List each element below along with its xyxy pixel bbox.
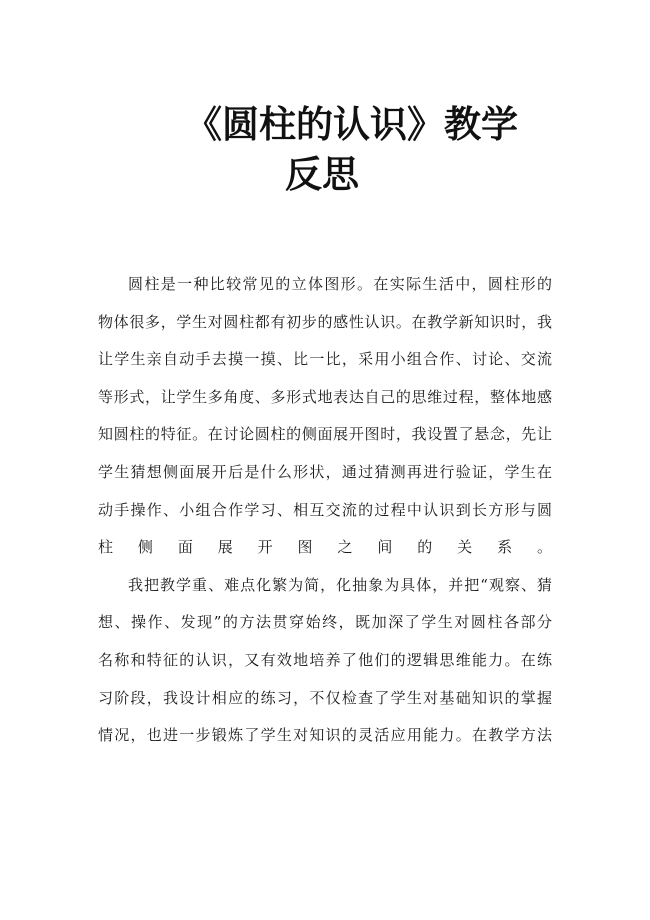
- paragraph-1-line-4: 等形式，让学生多角度、多形式地表达自己的思维过程，整体地感: [98, 387, 552, 406]
- paragraph-1-line-5: 知圆柱的特征。在讨论圆柱的侧面展开图时，我设置了悬念，先让: [98, 425, 552, 444]
- paragraph-2: [98, 567, 552, 755]
- paragraph-1-line-3: 让学生亲自动手去摸一摸、比一比，采用小组合作、讨论、交流: [98, 350, 552, 369]
- title-line-2: 反思: [285, 153, 359, 196]
- document-body: [98, 266, 552, 755]
- paragraph-2-line-1: 我把教学重、难点化繁为简，化抽象为具体，并把“观察、猜: [128, 575, 552, 594]
- paragraph-2-line-5: 情况，也进一步锻炼了学生对知识的灵活应用能力。在教学方法: [98, 726, 552, 745]
- paragraph-1-line-7: 动手操作、小组合作学习、相互交流的过程中认识到长方形与圆: [98, 500, 552, 519]
- paragraph-1-line-2: 物体很多，学生对圆柱都有初步的感性认识。在教学新知识时，我: [98, 312, 552, 331]
- paragraph-1-line-1: 圆柱是一种比较常见的立体图形。在实际生活中，圆柱形的: [128, 275, 552, 293]
- paragraph-2-line-3: 名称和特征的认识，又有效地培养了他们的逻辑思维能力。在练: [98, 650, 552, 669]
- paragraph-1: [98, 266, 552, 567]
- document-title: [185, 100, 555, 200]
- paragraph-1-line-6: 学生猜想侧面展开后是什么形状，通过猜测再进行验证，学生在: [98, 462, 552, 481]
- paragraph-2-line-2: 想、操作、发现”的方法贯穿始终，既加深了学生对圆柱各部分: [98, 613, 552, 632]
- paragraph-1-line-8: 柱侧面展开图之间的关系。: [98, 538, 552, 557]
- paragraph-2-line-4: 习阶段，我设计相应的练习，不仅检查了学生对基础知识的掌握: [98, 688, 552, 707]
- title-line-1: 《圆柱的认识》教学: [185, 103, 518, 146]
